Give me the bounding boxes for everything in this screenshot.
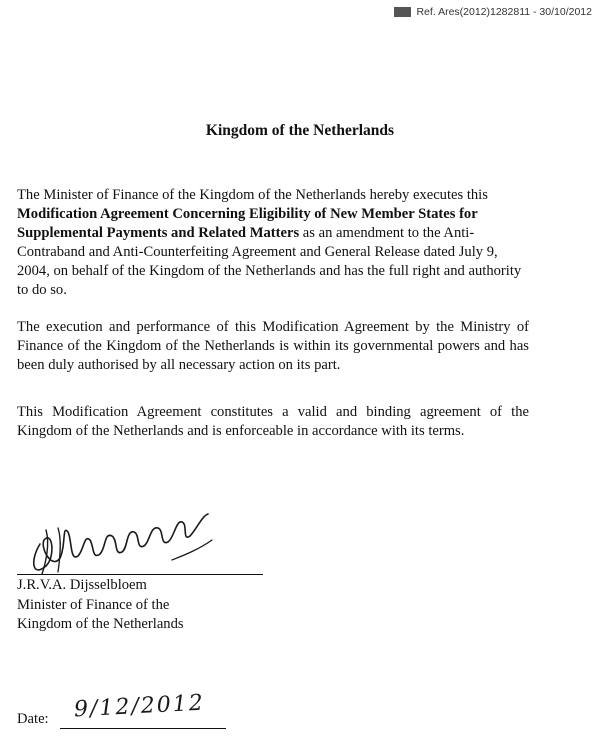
- paragraph-execution-tail: as an amendment to the Anti-Contraband and Anti-Counterfeiting Agreement and General Release dated July 9, 2004, on behalf of the Kingdom of the Netherlands and has the full right and authority to do so.: [17, 225, 522, 298]
- paragraph-validity: This Modification Agreement constitutes a valid and binding agreement of the Kingdom of the Netherlands and is enforceable in accordance with its terms.: [17, 404, 529, 439]
- paragraph-execution-lead: The Minister of Finance of the Kingdom of the Netherlands hereby executes this: [17, 187, 488, 203]
- page-title: Kingdom of the Netherlands: [205, 122, 395, 139]
- date-line: [60, 728, 226, 729]
- agreement-name: Modification Agreement Concerning Eligibility of New Member States for Supplemental Payments and Related Matters: [17, 206, 478, 241]
- reference-stamp: [394, 6, 592, 18]
- signature-line: [17, 574, 263, 575]
- signatory-title-line1: Minister of Finance of the: [17, 596, 170, 613]
- reference-box-icon: [394, 7, 411, 17]
- paragraph-authority: The execution and performance of this Modification Agreement by the Ministry of Finance of the Kingdom of the Netherlands is within its governmental powers and has been duly authorised by all necessary action on its part.: [17, 319, 529, 373]
- date-label: Date:: [17, 711, 49, 727]
- signatory-name: J.R.V.A. Dijsselbloem: [17, 577, 147, 593]
- reference-text: Ref. Ares(2012)1282811 - 30/10/2012: [416, 6, 592, 18]
- handwritten-date: 9/12/2012: [73, 690, 206, 723]
- signatory-title-line2: Kingdom of the Netherlands: [17, 616, 184, 632]
- signatory-block: [17, 576, 184, 635]
- paragraph-execution: [17, 186, 529, 300]
- handwritten-signature: [22, 500, 222, 580]
